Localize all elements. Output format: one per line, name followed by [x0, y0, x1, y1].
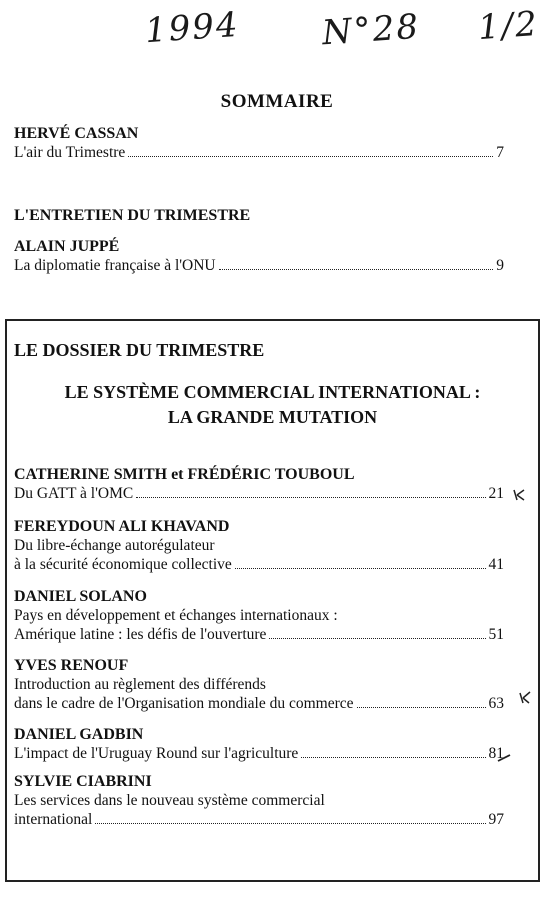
- page-number: 97: [488, 811, 504, 828]
- toc-entretien-entry: [14, 237, 504, 275]
- toc-article: [14, 587, 504, 644]
- page-number: 63: [488, 695, 504, 712]
- handwritten-tick-mark: [518, 691, 532, 705]
- toc-line: [14, 143, 504, 162]
- article-title: Introduction au règlement des différends: [14, 676, 266, 693]
- author-name: DANIEL GADBIN: [14, 726, 144, 743]
- toc-entretien: [14, 207, 504, 225]
- author-name: HERVÉ CASSAN: [14, 125, 139, 142]
- author-name: DANIEL SOLANO: [14, 588, 147, 605]
- author-name: FEREYDOUN ALI KHAVAND: [14, 518, 230, 535]
- toc-article: [14, 772, 504, 829]
- dot-leader: [269, 638, 485, 639]
- toc-line: [14, 625, 504, 644]
- article-title: L'air du Trimestre: [14, 144, 126, 161]
- toc-article: [14, 656, 504, 713]
- dot-leader: [301, 757, 485, 758]
- article-title: L'impact de l'Uruguay Round sur l'agriculture: [14, 745, 299, 762]
- page-number: 41: [488, 556, 504, 573]
- toc-article: [14, 465, 504, 503]
- toc-line: [14, 810, 504, 829]
- toc-line: [14, 256, 504, 275]
- article-title: international: [14, 811, 93, 828]
- author-name: CATHERINE SMITH et FRÉDÉRIC TOUBOUL: [14, 466, 355, 483]
- author-name: ALAIN JUPPÉ: [14, 238, 120, 255]
- page-number: 7: [496, 144, 504, 161]
- article-title: Amérique latine : les défis de l'ouverture: [14, 626, 267, 643]
- dossier-theme: [5, 380, 540, 430]
- article-title: La diplomatie française à l'ONU: [14, 257, 216, 274]
- article-title: à la sécurité économique collective: [14, 556, 232, 573]
- theme-line: LE SYSTÈME COMMERCIAL INTERNATIONAL :: [64, 382, 481, 402]
- article-title: Du libre-échange autorégulateur: [14, 537, 215, 554]
- dot-leader: [95, 823, 485, 824]
- article-title: Pays en développement et échanges internationaux :: [14, 607, 338, 624]
- dot-leader: [235, 568, 486, 569]
- handwritten-tick-mark: [512, 488, 526, 502]
- article-title: Les services dans le nouveau système commercial: [14, 792, 325, 809]
- toc-line: [14, 694, 504, 713]
- toc-line: [14, 484, 504, 503]
- toc-line: [14, 555, 504, 574]
- toc-article: [14, 517, 504, 574]
- handwritten-year: 1994: [143, 4, 241, 52]
- author-name: SYLVIE CIABRINI: [14, 773, 152, 790]
- toc-article: [14, 725, 504, 763]
- page-number: 51: [488, 626, 504, 643]
- page-number: 9: [496, 257, 504, 274]
- dossier-heading: LE DOSSIER DU TRIMESTRE: [14, 340, 265, 360]
- page-number: 81: [488, 745, 504, 762]
- dot-leader: [136, 497, 485, 498]
- toc-intro: [14, 124, 504, 162]
- article-title: dans le cadre de l'Organisation mondiale du commerce: [14, 695, 354, 712]
- author-name: YVES RENOUF: [14, 657, 129, 674]
- dot-leader: [128, 156, 493, 157]
- page-number: 21: [488, 485, 504, 502]
- page-title: SOMMAIRE: [220, 91, 334, 112]
- dot-leader: [219, 269, 494, 270]
- handwritten-part: 1/2: [476, 3, 541, 49]
- toc-line: [14, 744, 504, 763]
- article-title: Du GATT à l'OMC: [14, 485, 134, 502]
- handwritten-tick-mark: [496, 753, 512, 763]
- dot-leader: [357, 707, 486, 708]
- handwritten-issue-number: N°28: [320, 6, 422, 54]
- section-heading: L'ENTRETIEN DU TRIMESTRE: [14, 207, 251, 224]
- theme-line: LA GRANDE MUTATION: [167, 407, 378, 427]
